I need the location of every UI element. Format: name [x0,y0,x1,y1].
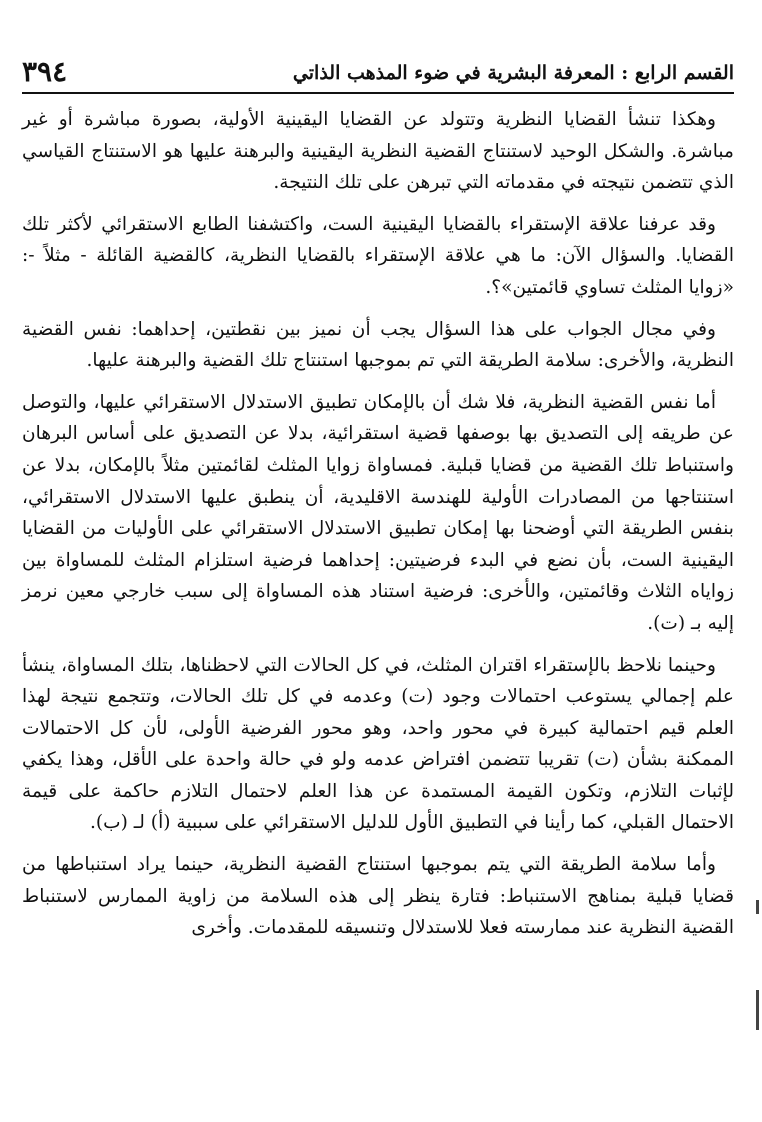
page-header [22,56,734,94]
book-page [22,56,734,954]
paragraph: وحينما نلاحظ بالإستقراء اقتران المثلث، في كل الحالات التي لاحظناها، بتلك المساواة، ينشأ علم إجمالي يستوعب احتمالات وجود (ت) وعدمه في كل تلك الحالات، وتتجمع نتيجة لهذا العلم قيم احتمالية كبيرة في محور واحد، وهو محور الفرضية الأولى، لأن كل الاحتمالات الممكنة بشأن (ت) تقريبا تتضمن افتراض عدمه ولو في حالة واحدة على الأقل، وهذا يكفي لإثبات التلازم، وتكون القيمة المستمدة عن هذا العلم لاحتمال التلازم حاكمة على قيمة الاحتمال القبلي، كما رأينا في التطبيق الأول للدليل الاستقرائي على سببية (أ) لـ (ب). [22,654,734,834]
page-number: ٣٩٤ [22,55,68,88]
paragraph: وأما سلامة الطريقة التي يتم بموجبها استنتاج القضية النظرية، حينما يراد استنباطها من قضايا قبلية بمناهج الاستنباط: فتارة ينظر إلى هذه السلامة من زاوية الممارس لاستنباط القضية النظرية عند ممارسته فعلا للاستدلال وتنسيقه للمقدمات. وأخرى [22,854,734,939]
paragraph: وقد عرفنا علاقة الإستقراء بالقضايا اليقينية الست، واكتشفنا الطابع الاستقرائي لأكثر تلك القضايا. والسؤال الآن: ما هي علاقة الإستقراء بالقضايا النظرية، كالقضية القائلة - مثلاً -: «زوايا المثلث تساوي قائمتين»؟. [22,213,734,298]
paragraph: وهكذا تنشأ القضايا النظرية وتتولد عن القضايا اليقينية الأولية، بصورة مباشرة أو غير مباشرة. والشكل الوحيد لاستنتاج القضية النظرية اليقينية والبرهنة عليها هو الاستنتاج القياسي الذي تتضمن نتيجته في مقدماته التي تبرهن على تلك النتيجة. [22,109,734,194]
scan-edge-mark [756,900,759,914]
paragraph: أما نفس القضية النظرية، فلا شك أن بالإمكان تطبيق الاستدلال الاستقرائي عليها، والتوصل عن طريقه إلى التصديق بها بوصفها قضية استقرائية، بدلا عن التصديق على أساس البرهان واستنباط تلك القضية من قضايا قبلية. فمساواة زوايا المثلث لقائمتين مثلاً بالإمكان، بدلا عن استنتاجها من المصادرات الأولية للهندسة الاقليدية، أن ينطبق عليها الاستدلال الاستقرائي، بنفس الطريقة التي أوضحنا بها إمكان تطبيق الاستدلال الاستقرائي على الأوليات من القضايا اليقينية الست، بأن نضع في البدء فرضيتين: إحداهما فرضية استلزام المثلث للمساواة بين زواياه الثلاث وقائمتين، والأخرى: فرضية استناد هذه المساواة إلى سبب خارجي معين نرمز إليه بـ (ت). [22,391,734,634]
scan-edge-mark [756,990,759,1030]
body-text [22,104,734,944]
paragraph: وفي مجال الجواب على هذا السؤال يجب أن نميز بين نقطتين، إحداهما: نفس القضية النظرية، والأخرى: سلامة الطريقة التي تم بموجبها استنتاج تلك القضية والبرهنة عليها. [22,318,734,372]
running-title: القسم الرابع : المعرفة البشرية في ضوء المذهب الذاتي [292,62,734,84]
